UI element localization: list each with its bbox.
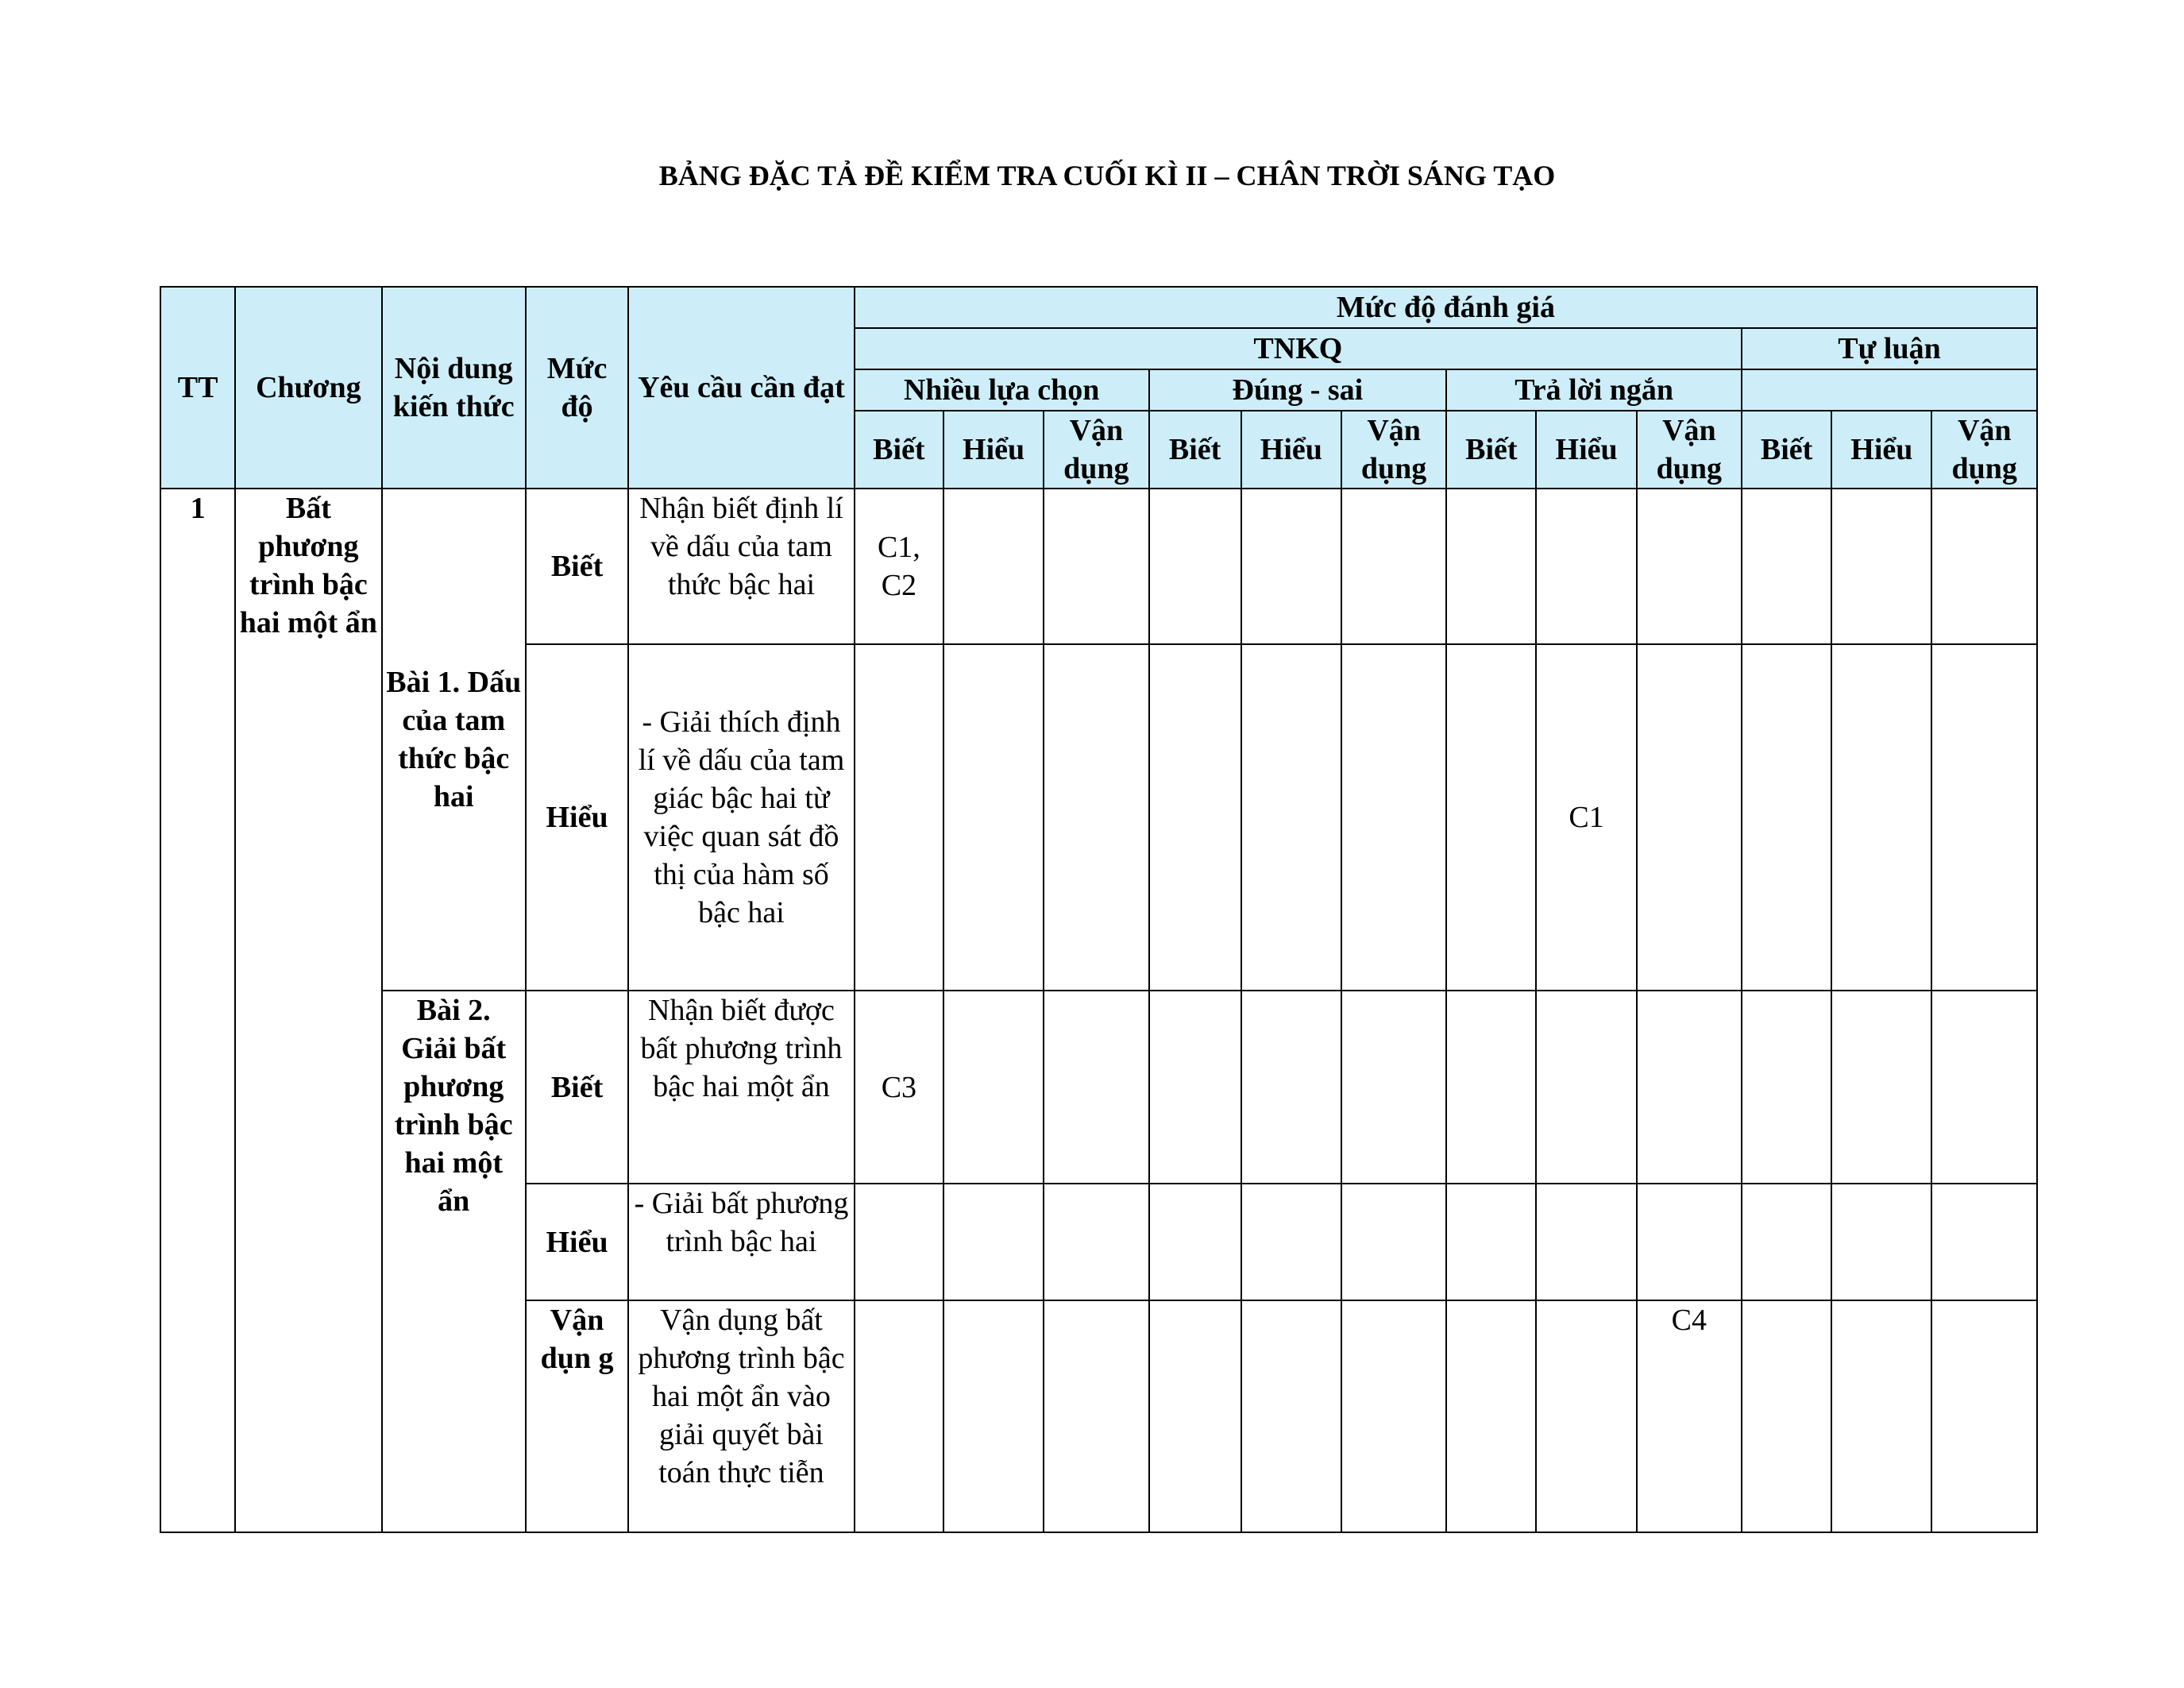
- header-muc-do-danh-gia: Mức độ đánh giá: [855, 287, 2037, 328]
- row-bai2: Bài 2. Giải bất phương trình bậc hai một ẩn: [382, 991, 526, 1532]
- table-cell: [1149, 991, 1241, 1184]
- spec-table: [160, 286, 2038, 1533]
- table-cell: [943, 991, 1044, 1184]
- table-cell: C1, C2: [855, 489, 943, 644]
- header-tt: TT: [160, 287, 235, 489]
- table-cell: [943, 1300, 1044, 1532]
- table-cell: [1637, 489, 1742, 644]
- header-level: Biết: [1446, 411, 1536, 489]
- header-level: Vận dụng: [1341, 411, 1446, 489]
- table-cell: [1536, 991, 1636, 1184]
- table-cell: [1446, 1184, 1536, 1300]
- table-cell: [1742, 1184, 1831, 1300]
- table-cell: [1931, 1184, 2037, 1300]
- header-tu-luan-empty: [1742, 369, 2037, 411]
- row-muc-do: Biết: [526, 991, 628, 1184]
- row-bai1: Bài 1. Dấu của tam thức bậc hai: [382, 489, 526, 991]
- table-cell: [1149, 1184, 1241, 1300]
- row-muc-do: Vận dụn g: [526, 1300, 628, 1532]
- header-level: Hiểu: [1241, 411, 1341, 489]
- table-cell: [1044, 644, 1148, 991]
- table-cell: [1341, 991, 1446, 1184]
- table-cell: [1044, 1184, 1148, 1300]
- header-level: Vận dụng: [1931, 411, 2037, 489]
- table-cell: [1742, 644, 1831, 991]
- header-tu-luan: Tự luận: [1742, 328, 2037, 369]
- header-level: Biết: [1742, 411, 1831, 489]
- table-cell: [1241, 1184, 1341, 1300]
- table-cell: C3: [855, 991, 943, 1184]
- table-cell: [1446, 991, 1536, 1184]
- table-cell: [1637, 1184, 1742, 1300]
- table-cell: [1831, 1300, 1931, 1532]
- table-cell: [943, 489, 1044, 644]
- table-cell: [1831, 991, 1931, 1184]
- table-cell: [1742, 1300, 1831, 1532]
- table-cell: [1536, 489, 1636, 644]
- header-level: Hiểu: [943, 411, 1044, 489]
- table-cell: [855, 1184, 943, 1300]
- row-yeu-cau: - Giải bất phương trình bậc hai: [628, 1184, 855, 1300]
- table-cell: [1044, 489, 1148, 644]
- header-muc-do: Mức độ: [526, 287, 628, 489]
- row-yeu-cau: Nhận biết được bất phương trình bậc hai một ẩn: [628, 991, 855, 1184]
- table-cell: [1241, 489, 1341, 644]
- table-cell: [1341, 1300, 1446, 1532]
- table-row: [160, 489, 2037, 644]
- table-cell: [855, 1300, 943, 1532]
- header-chuong: Chương: [235, 287, 381, 489]
- header-tnkq: TNKQ: [855, 328, 1742, 369]
- table-cell: [1831, 1184, 1931, 1300]
- row-yeu-cau: Vận dụng bất phương trình bậc hai một ẩn vào giải quyết bài toán thực tiễn: [628, 1300, 855, 1532]
- table-cell: [1931, 644, 2037, 991]
- table-cell: [1044, 1300, 1148, 1532]
- row-chuong: Bất phương trình bậc hai một ẩn: [235, 489, 381, 1532]
- table-cell: [1241, 1300, 1341, 1532]
- table-cell: [1931, 991, 2037, 1184]
- table-row: [160, 991, 2037, 1184]
- header-level: Vận dụng: [1637, 411, 1742, 489]
- table-cell: [943, 1184, 1044, 1300]
- table-header: [160, 287, 2037, 489]
- table-cell: [1536, 1184, 1636, 1300]
- table-cell: [1742, 489, 1831, 644]
- table-cell: [943, 644, 1044, 991]
- table-cell: C4: [1637, 1300, 1742, 1532]
- header-tra-loi-ngan: Trả lời ngắn: [1446, 369, 1742, 411]
- table-cell: [1931, 489, 2037, 644]
- table-cell: [1044, 991, 1148, 1184]
- row-muc-do: Biết: [526, 489, 628, 644]
- row-yeu-cau: Nhận biết định lí về dấu của tam thức bậc hai: [628, 489, 855, 644]
- row-tt: 1: [160, 489, 235, 1532]
- table-cell: [1742, 991, 1831, 1184]
- header-level: Hiểu: [1831, 411, 1931, 489]
- table-cell: [1341, 1184, 1446, 1300]
- header-nhieu-lua-chon: Nhiều lựa chọn: [855, 369, 1149, 411]
- table-cell: [1446, 1300, 1536, 1532]
- table-cell: [855, 644, 943, 991]
- header-level: Hiểu: [1536, 411, 1636, 489]
- page-title: BẢNG ĐẶC TẢ ĐỀ KIỂM TRA CUỐI KÌ II – CHÂN TRỜI SÁNG TẠO: [658, 160, 1556, 191]
- table-body: [160, 489, 2037, 1532]
- header-level: Vận dụng: [1044, 411, 1148, 489]
- table-cell: [1341, 644, 1446, 991]
- table-cell: [1341, 489, 1446, 644]
- header-noi-dung: Nội dung kiến thức: [382, 287, 526, 489]
- row-muc-do: Hiểu: [526, 644, 628, 991]
- table-cell: [1241, 991, 1341, 1184]
- table-cell: [1241, 644, 1341, 991]
- table-cell: [1446, 489, 1536, 644]
- table-cell: [1149, 1300, 1241, 1532]
- table-cell: [1536, 1300, 1636, 1532]
- table-cell: [1931, 1300, 2037, 1532]
- table-cell: [1831, 644, 1931, 991]
- table-cell: [1446, 644, 1536, 991]
- table-cell: C1: [1536, 644, 1636, 991]
- header-dung-sai: Đúng - sai: [1149, 369, 1447, 411]
- table-cell: [1637, 991, 1742, 1184]
- table-cell: [1149, 489, 1241, 644]
- table-cell: [1149, 644, 1241, 991]
- row-muc-do: Hiểu: [526, 1184, 628, 1300]
- table-cell: [1637, 644, 1742, 991]
- header-yeu-cau: Yêu cầu cần đạt: [628, 287, 855, 489]
- header-level: Biết: [855, 411, 943, 489]
- table-cell: [1831, 489, 1931, 644]
- row-yeu-cau: - Giải thích định lí về dấu của tam giác bậc hai từ việc quan sát đồ thị của hàm số bậc hai: [628, 644, 855, 991]
- header-level: Biết: [1149, 411, 1241, 489]
